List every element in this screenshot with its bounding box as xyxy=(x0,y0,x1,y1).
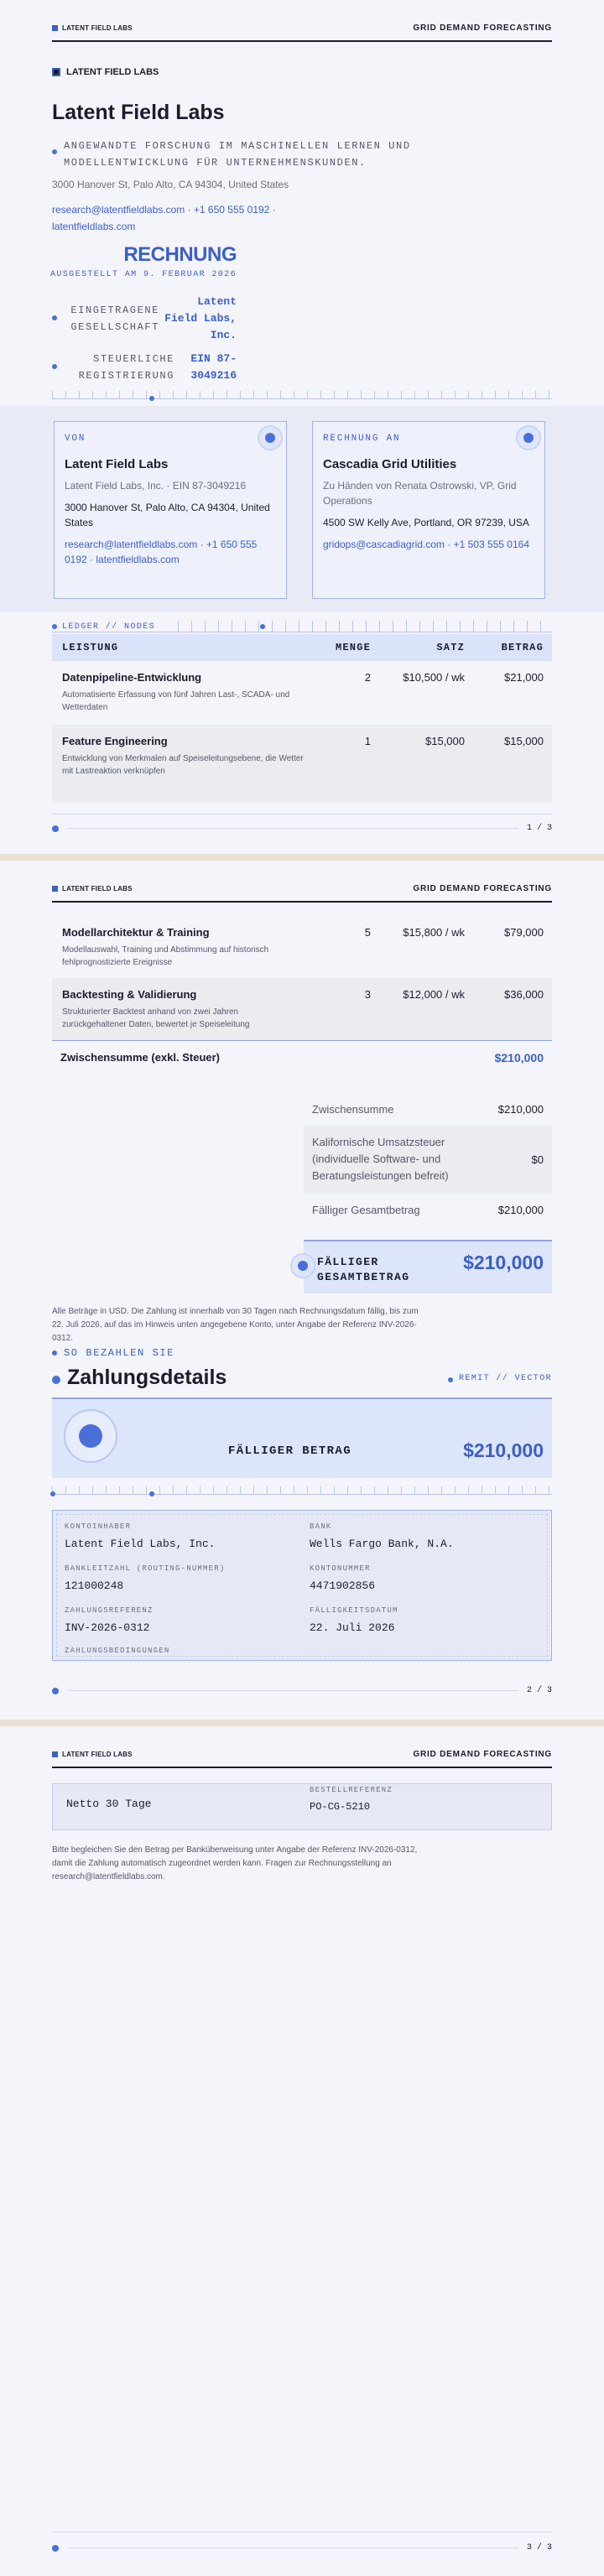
table-row: Modellarchitektur & Training Modellauswahl, Training und Abstimmung auf historisch fehlprognostizierte Ereignisse 5 $15,800 / wk $79,000 xyxy=(62,926,544,967)
from-card xyxy=(54,421,287,599)
totals-note: Alle Beträge in USD. Die Zahlung ist innerhalb von 30 Tagen nach Rechnungsdatum fällig, bis zum 22. Juli 2026, auf das im Hinweis unten angegebene Konto, unter Angabe der Referenz INV-2026-0312. xyxy=(52,1307,419,1343)
ledger-subtotal-label: Zwischensumme (exkl. Steuer) xyxy=(60,1051,221,1064)
company-logo: LATENT FIELD LABS xyxy=(52,67,159,77)
page-number: 3 / 3 xyxy=(526,2543,552,2553)
from-contact[interactable]: research@latentfieldlabs.com · +1 650 555 0192 · latentfieldlabs.com xyxy=(65,539,258,565)
logo-square-icon xyxy=(52,25,58,31)
totals-due-row: Fälliger Gesamtbetrag $210,000 xyxy=(312,1203,544,1216)
to-label: RECHNUNG AN xyxy=(323,434,401,444)
routing-number: 121000248 xyxy=(65,1579,124,1592)
col-rate: SATZ xyxy=(436,642,465,653)
page-number: 1 / 3 xyxy=(526,824,552,833)
to-sub: Zu Händen von Renata Ostrowski, VP, Grid Operations xyxy=(323,480,517,507)
from-sub: Latent Field Labs, Inc. · EIN 87-3049216 xyxy=(65,480,247,492)
page-number: 2 / 3 xyxy=(526,1686,552,1695)
bank-details-card: KONTOINHABER Latent Field Labs, Inc. BANK Wells Fargo Bank, N.A. BANKLEITZAHL (ROUTING-NUMMER) 121000248 KONTONUMMER 4471902856 ZAHLUNGSREFERENZ INV-2026-0312 FÄLLIGKEITSDATUM 22. Juli 2026 ZAHLUNGSBEDINGUNGEN xyxy=(52,1510,552,1661)
grand-total-box xyxy=(304,1240,552,1293)
col-qty: MENGE xyxy=(335,642,371,653)
node-ring-icon xyxy=(290,1253,315,1278)
invoice-title: RECHNUNG xyxy=(123,243,237,266)
tax-label: STEUERLICHE REGISTRIERUNG xyxy=(78,353,174,382)
to-address: 4500 SW Kelly Ave, Portland, OR 97239, USA xyxy=(323,517,529,528)
page-footer xyxy=(52,2543,552,2553)
payment-terms: Netto 30 Tage xyxy=(66,1798,152,1810)
entity-label: EINGETRAGENE GESELLSCHAFT xyxy=(70,304,159,333)
amount-due-value: $210,000 xyxy=(463,1439,544,1461)
to-card xyxy=(312,421,545,599)
bullet-dot xyxy=(52,364,57,369)
from-address: 3000 Hanover St, Palo Alto, CA 94304, United States xyxy=(65,502,270,528)
to-contact[interactable]: gridops@cascadiagrid.com · +1 503 555 0164 xyxy=(323,539,529,550)
target-icon xyxy=(64,1409,117,1463)
closing-note: Bitte begleichen Sie den Betrag per Banküberweisung unter Angabe der Referenz INV-2026-0312, damit die Zahlung automatisch zugeordnet werden kann. Fragen zur Rechnungsstellung an research@latentfieldlabs.com. xyxy=(52,1845,418,1881)
header-brand: LATENT FIELD LABS xyxy=(52,24,133,32)
ruler-decoration xyxy=(52,1486,552,1495)
entity-value: Latent Field Labs, Inc. xyxy=(164,295,237,341)
logo-square-icon xyxy=(52,886,58,892)
ruler-decoration xyxy=(52,391,552,399)
page-footer xyxy=(52,1686,552,1695)
grand-total-value: $210,000 xyxy=(463,1252,544,1273)
page-header: LATENT FIELD LABS GRID DEMAND FORECASTING xyxy=(52,882,552,903)
company-contact[interactable]: research@latentfieldlabs.com · +1 650 555 0192 · latentfieldlabs.com xyxy=(52,204,276,232)
page-footer xyxy=(52,824,552,833)
table-row: Feature Engineering Entwicklung von Merkmalen auf Speiseleitungsebene, die Wetter mit Lastreaktion verknüpfen 1 $15,000 $15,000 xyxy=(52,725,552,802)
page-separator xyxy=(0,854,604,861)
company-tagline: ANGEWANDTE FORSCHUNG IM MASCHINELLEN LERNEN UND MODELLENTWICKLUNG FÜR UNTERNEHMENSKUNDEN. xyxy=(64,140,411,169)
invoice-page-3 xyxy=(0,1726,604,2576)
grand-total-label: FÄLLIGER GESAMTBETRAG xyxy=(317,1256,410,1283)
ledger-subtotal-row xyxy=(52,1040,552,1074)
terms-card: Netto 30 Tage BESTELLREFERENZ PO-CG-5210 xyxy=(52,1783,552,1830)
node-ring-icon xyxy=(516,425,541,450)
to-name: Cascadia Grid Utilities xyxy=(323,457,457,471)
ledger-table-header xyxy=(52,634,552,661)
totals-subtotal-row: Zwischensumme $210,000 xyxy=(312,1102,544,1116)
from-label: VON xyxy=(65,434,86,444)
payment-reference: INV-2026-0312 xyxy=(65,1621,150,1634)
bullet-dot xyxy=(52,315,57,320)
page-separator xyxy=(0,1720,604,1726)
table-row: Backtesting & Validierung Strukturierter Backtest anhand von zwei Jahren zurückgehaltener Daten, bewertet je Speiseleitung 3 $12,000 / wk $36,000 xyxy=(52,978,552,1040)
page-header xyxy=(52,22,552,42)
node-ring-icon xyxy=(258,425,283,450)
tax-value: EIN 87-3049216 xyxy=(190,352,237,382)
logo-mark-icon xyxy=(52,68,60,76)
page-header: LATENT FIELD LABS GRID DEMAND FORECASTING xyxy=(52,1748,552,1768)
invoice-page-2 xyxy=(0,861,604,1720)
payment-title: Zahlungsdetails xyxy=(67,1366,227,1389)
po-reference: PO-CG-5210 xyxy=(310,1801,371,1813)
ledger-subtotal-value: $210,000 xyxy=(494,1050,544,1064)
totals-tax-row: Kalifornische Umsatzsteuer (individuelle Software- und Beratungsleistungen befreit) $0 xyxy=(304,1126,552,1193)
payment-kicker: SO BEZAHLEN SIE xyxy=(64,1347,175,1359)
bank-name: Wells Fargo Bank, N.A. xyxy=(310,1538,454,1550)
col-service: LEISTUNG xyxy=(62,642,119,653)
company-address: 3000 Hanover St, Palo Alto, CA 94304, United States xyxy=(52,179,289,190)
bullet-dot xyxy=(52,149,57,154)
amount-due-box xyxy=(52,1397,552,1478)
remit-label: REMIT // VECTOR xyxy=(458,1374,552,1383)
amount-due-label: FÄLLIGER BETRAG xyxy=(228,1444,352,1458)
invoice-issued-date: AUSGESTELLT AM 9. FEBRUAR 2026 xyxy=(49,270,237,279)
col-amount: BETRAG xyxy=(501,642,544,653)
account-holder: Latent Field Labs, Inc. xyxy=(65,1538,216,1550)
ledger-label: LEDGER // NODES xyxy=(62,622,160,632)
due-date: 22. Juli 2026 xyxy=(310,1621,395,1634)
invoice-page-1 xyxy=(0,0,604,854)
table-row: Datenpipeline-Entwicklung Automatisierte Erfassung von fünf Jahren Last-, SCADA- und Wetterdaten 2 $10,500 / wk $21,000 xyxy=(62,671,544,712)
company-name: Latent Field Labs xyxy=(52,101,225,124)
logo-square-icon xyxy=(52,1751,58,1757)
ledger-ruler xyxy=(52,621,552,632)
account-number: 4471902856 xyxy=(310,1579,376,1592)
header-doc-title: GRID DEMAND FORECASTING xyxy=(413,23,552,33)
from-name: Latent Field Labs xyxy=(65,457,169,471)
